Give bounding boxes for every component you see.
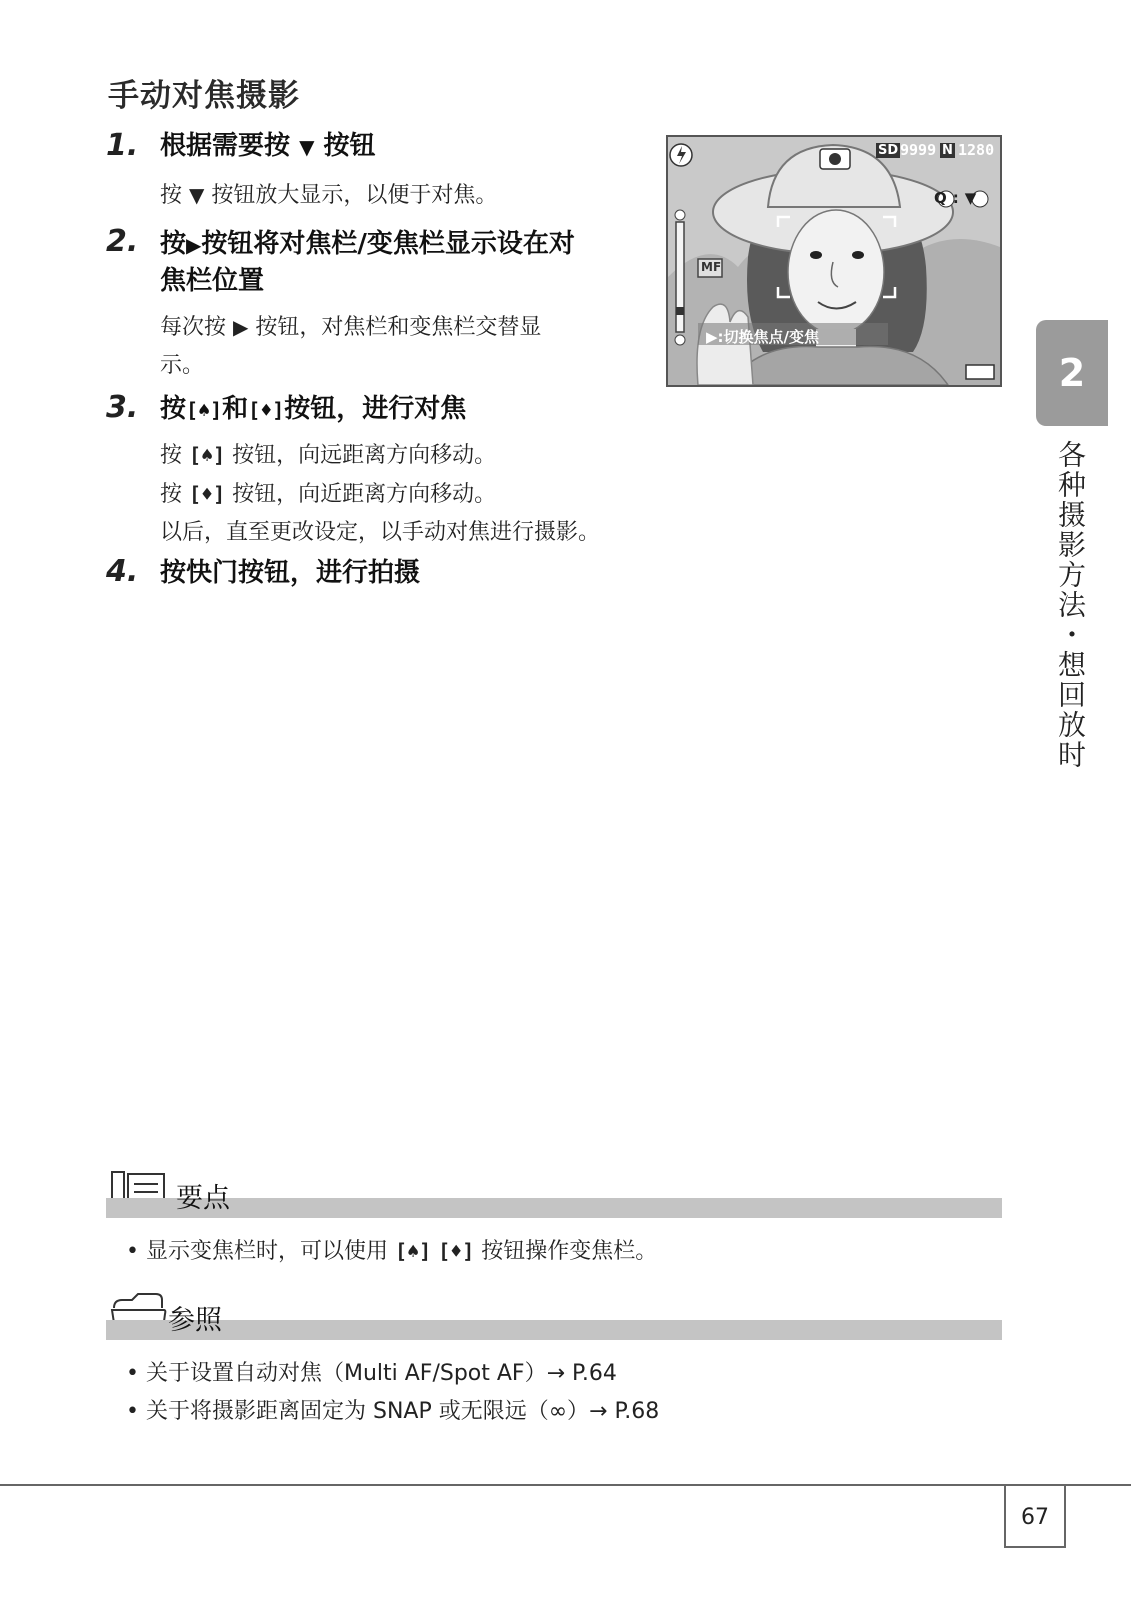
step-2-body-text: 每次按 — [160, 315, 227, 340]
section-title: 手动对焦摄影 — [108, 78, 300, 114]
step-3-line1-suffix: 按钮，向远距离方向移动。 — [225, 443, 497, 468]
step-1-body — [160, 176, 497, 215]
reference-item — [126, 1356, 617, 1387]
step-1-title-suffix: 按钮 — [323, 131, 376, 161]
step-2-body-line2: 示。 — [160, 353, 205, 378]
step-1-body-text: 按 — [160, 183, 183, 208]
reference-item-text: 关于将摄影距离固定为 SNAP 或无限远（∞）→ P.68 — [145, 1399, 660, 1424]
tip-bullet-suffix: 按钮操作变焦栏。 — [474, 1239, 658, 1264]
step-1-title-text: 根据需要按 — [160, 131, 291, 161]
step-4-number: 4. — [106, 554, 139, 589]
page-number: 67 — [1004, 1486, 1066, 1548]
bullet-dot-icon: • — [126, 1239, 139, 1264]
quality-icon: N — [942, 143, 953, 158]
tip-heading: 要点 — [176, 1183, 230, 1214]
step-2-number: 2. — [106, 224, 139, 259]
step-3-line2-prefix: 按 — [160, 482, 183, 507]
step-1-body-suffix: 按钮放大显示，以便于对焦。 — [211, 183, 498, 208]
chapter-tab: 2 — [1036, 320, 1108, 426]
down-triangle-icon: ▼ — [299, 135, 315, 159]
tip-bullet — [126, 1234, 657, 1265]
focus-hint-text: :切换焦点/变焦 — [717, 328, 820, 346]
step-2-body — [160, 308, 640, 385]
mf-icon: MF — [701, 260, 722, 274]
zoom-far-button-icon: [♠] — [189, 443, 226, 467]
sd-card-icon: SD — [878, 143, 899, 158]
right-triangle-icon: ▶ — [186, 233, 202, 257]
zoom-far-button-icon: [♠] — [186, 398, 223, 422]
step-4-title: 按快门按钮，进行拍摄 — [160, 558, 421, 588]
zoom-hint-icon: Q:▼ — [934, 189, 983, 207]
step-3-number: 3. — [106, 390, 139, 425]
step-1-number: 1. — [106, 128, 139, 163]
chapter-title: 各种摄影方法・想回放时 — [1054, 440, 1087, 770]
resolution-value: 1280 — [958, 141, 995, 159]
down-triangle-icon: ▼ — [189, 183, 205, 207]
reference-heading: 参照 — [168, 1305, 222, 1336]
tip-bullet-text: 显示变焦栏时，可以使用 — [145, 1239, 388, 1264]
step-2-title — [160, 226, 660, 299]
right-arrow-icon: ▶ — [706, 328, 718, 346]
shots-remaining: 9999 — [900, 141, 937, 159]
step-3-title — [160, 391, 466, 428]
step-3-title-text: 按 — [160, 394, 187, 424]
step-3-line1-prefix: 按 — [160, 443, 183, 468]
zoom-near-button-icon: [♦] — [248, 398, 285, 422]
right-triangle-icon: ▶ — [233, 315, 249, 339]
zoom-far-button-icon: [♠] — [395, 1239, 432, 1263]
step-3-line2-suffix: 按钮，向近距离方向移动。 — [225, 482, 497, 507]
step-3-body — [160, 436, 720, 552]
step-2-title-line2: 焦栏位置 — [160, 266, 265, 296]
step-3-title-suffix: 按钮，进行对焦 — [284, 394, 467, 424]
bullet-dot-icon: • — [126, 1399, 139, 1424]
step-3-body-line2 — [160, 475, 720, 514]
bullet-dot-icon: • — [126, 1361, 139, 1386]
focus-hint — [706, 326, 819, 347]
step-2-title-suffix: 按钮将对焦栏/变焦栏显示设在对 — [201, 229, 575, 259]
zoom-near-button-icon: [♦] — [438, 1239, 475, 1263]
step-3-body-line3: 以后，直至更改设定，以手动对焦进行摄影。 — [160, 520, 601, 545]
step-2-body-suffix: 按钮，对焦栏和变焦栏交替显 — [255, 315, 542, 340]
reference-item-text: 关于设置自动对焦（Multi AF/Spot AF）→ P.64 — [145, 1361, 617, 1386]
step-3-body-line1 — [160, 436, 720, 475]
footer-rule — [0, 1484, 1131, 1486]
reference-heading-bar — [106, 1320, 1002, 1340]
step-2-title-text: 按 — [160, 229, 187, 259]
reference-item — [126, 1394, 659, 1425]
step-1-title — [160, 128, 376, 165]
camera-screen-illustration — [666, 135, 1002, 387]
step-3-title-mid: 和 — [222, 394, 249, 424]
zoom-near-button-icon: [♦] — [189, 482, 226, 506]
tip-heading-bar — [106, 1198, 1002, 1218]
